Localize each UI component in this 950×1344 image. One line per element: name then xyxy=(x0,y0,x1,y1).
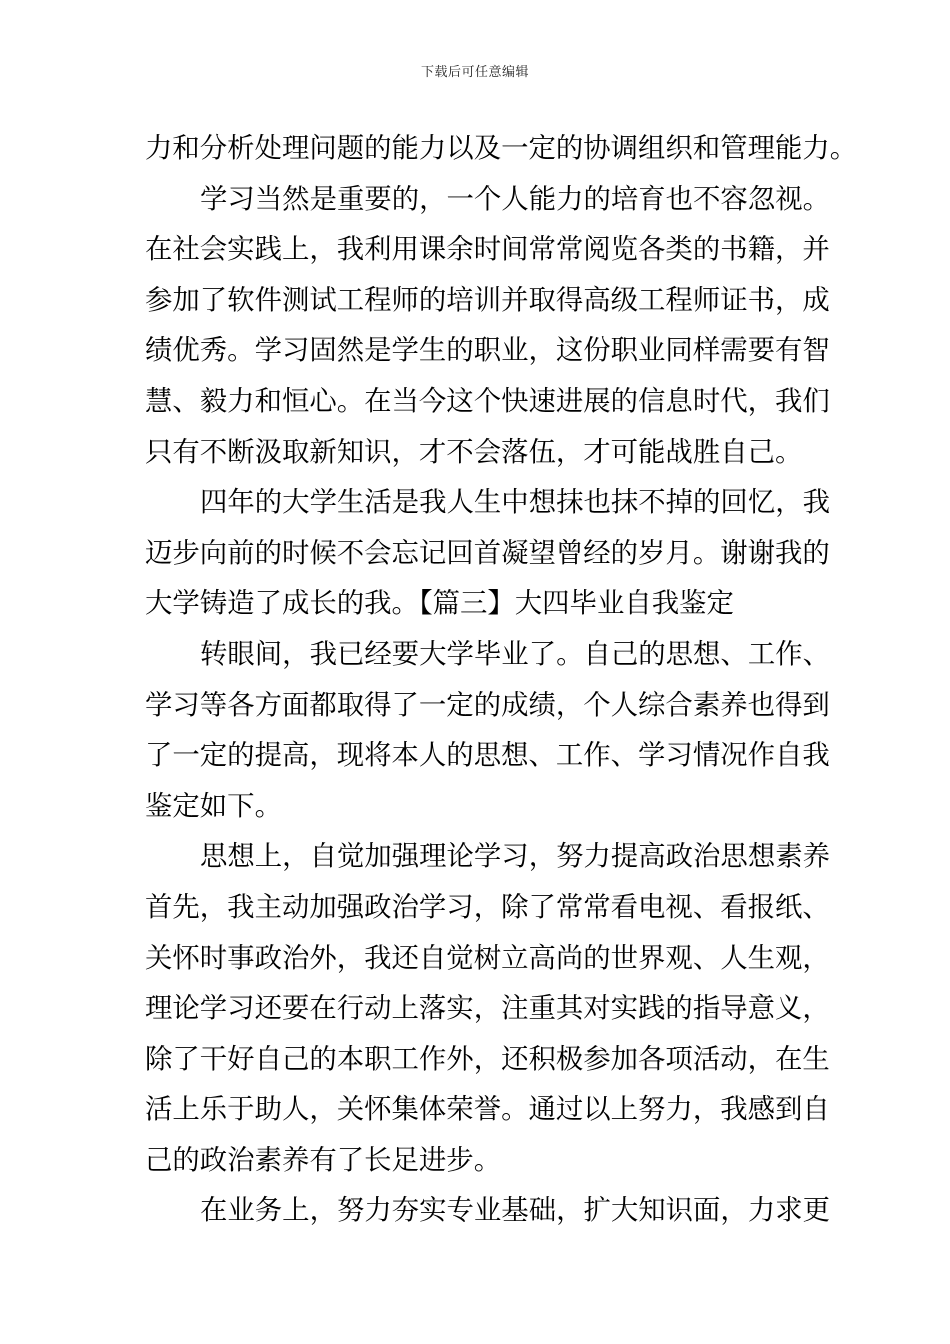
text-line: 己的政治素养有了长足进步。 xyxy=(145,1144,502,1176)
text-line: 首先，我主动加强政治学习，除了常常看电视、看报纸、 xyxy=(145,891,830,923)
text-line: 参加了软件测试工程师的培训并取得高级工程师证书，成 xyxy=(145,284,830,316)
text-line: 学习等各方面都取得了一定的成绩，个人综合素养也得到 xyxy=(145,689,830,721)
text-line: 学习当然是重要的，一个人能力的培育也不容忽视。 xyxy=(200,183,830,215)
text-line: 理论学习还要在行动上落实，注重其对实践的指导意义， xyxy=(145,993,830,1025)
text-line: 慧、毅力和恒心。在当今这个快速进展的信息时代，我们 xyxy=(145,385,830,417)
text-line: 除了干好自己的本职工作外，还积极参加各项活动，在生 xyxy=(145,1043,830,1075)
page-header: 下载后可任意编辑 xyxy=(420,65,529,80)
text-line: 了一定的提高，现将本人的思想、工作、学习情况作自我 xyxy=(145,740,830,772)
text-line: 思想上，自觉加强理论学习，努力提高政治思想素养 xyxy=(200,841,830,873)
text-line: 绩优秀。学习固然是学生的职业，这份职业同样需要有智 xyxy=(145,335,830,367)
text-line: 鉴定如下。 xyxy=(145,790,282,822)
text-line: 大学铸造了成长的我。【篇三】大四毕业自我鉴定 xyxy=(145,588,734,620)
text-line: 在社会实践上，我利用课余时间常常阅览各类的书籍，并 xyxy=(145,234,830,266)
text-line: 迈步向前的时候不会忘记回首凝望曾经的岁月。谢谢我的 xyxy=(145,537,830,569)
text-line: 力和分析处理问题的能力以及一定的协调组织和管理能力。 xyxy=(145,133,858,164)
document-body xyxy=(145,124,858,1237)
text-line: 四年的大学生活是我人生中想抹也抹不掉的回忆，我 xyxy=(200,487,830,519)
text-line: 关怀时事政治外，我还自觉树立高尚的世界观、人生观， xyxy=(145,942,830,974)
text-line: 活上乐于助人，关怀集体荣誉。通过以上努力，我感到自 xyxy=(145,1094,830,1126)
text-line: 在业务上，努力夯实专业基础，扩大知识面，力求更 xyxy=(200,1195,830,1227)
text-line: 转眼间，我已经要大学毕业了。自己的思想、工作、 xyxy=(200,638,830,670)
text-line: 只有不断汲取新知识，才不会落伍，才可能战胜自己。 xyxy=(145,436,803,468)
